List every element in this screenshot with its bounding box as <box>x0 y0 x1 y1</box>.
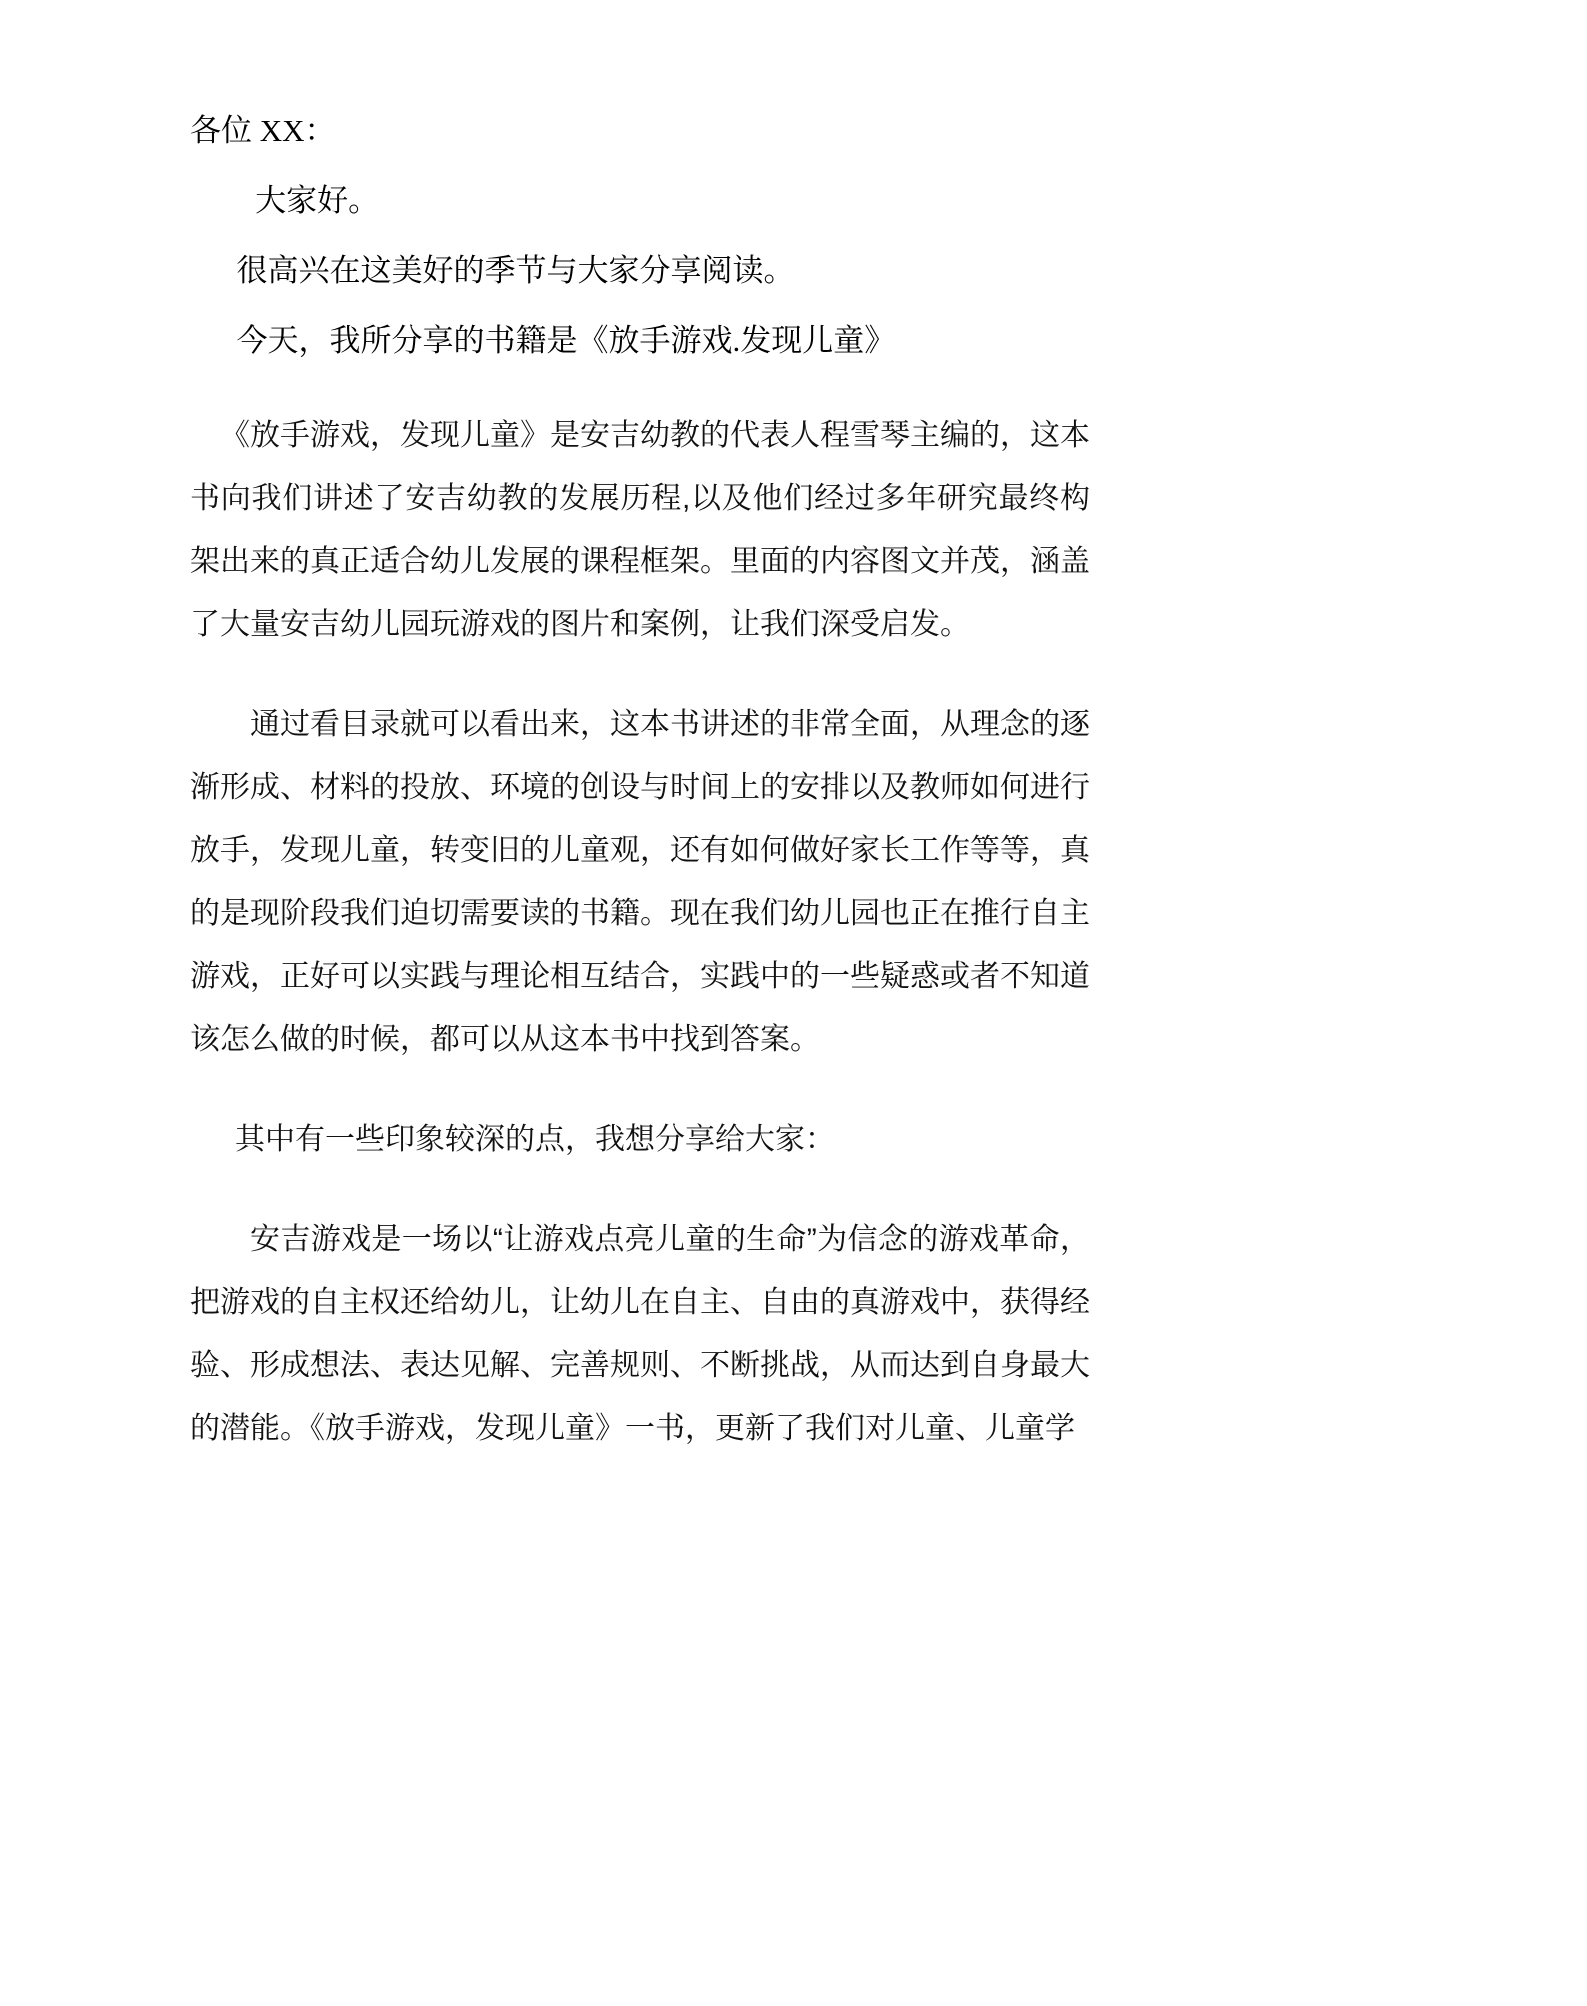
paragraph-contents-summary: 通过看目录就可以看出来，这本书讲述的非常全面，从理念的逐渐形成、材料的投放、环境的创设与时间上的安排以及教师如何进行放手，发现儿童，转变旧的儿童观，还有如何做好家长工作等等，真的是现阶段我们迫切需要读的书籍。现在我们幼儿园也正在推行自主游戏，正好可以实践与理论相互结合，实践中的一些疑惑或者不知道该怎么做的时候，都可以从这本书中找到答案。 <box>190 708 1090 1056</box>
opening-block <box>190 96 1090 376</box>
paragraph-book-overview: 《放手游戏，发现儿童》是安吉幼教的代表人程雪琴主编的，这本书向我们讲述了安吉幼教的发展历程,以及他们经过多年研究最终构架出来的真正适合幼儿发展的课程框架。里面的内容图文并茂，涵盖了大量安吉幼儿园玩游戏的图片和案例，让我们深受启发。 <box>190 419 1090 641</box>
salutation-line: 各位 XX： <box>190 113 336 148</box>
intro-line: 很高兴在这美好的季节与大家分享阅读。 <box>236 253 795 288</box>
document-content <box>190 96 1090 1460</box>
paragraph-share-intro: 其中有一些印象较深的点，我想分享给大家： <box>235 1123 835 1156</box>
book-announcement-line: 今天，我所分享的书籍是《放手游戏.发现儿童》 <box>236 323 896 358</box>
paragraph-anji-philosophy: 安吉游戏是一场以“让游戏点亮儿童的生命”为信念的游戏革命，把游戏的自主权还给幼儿，让幼儿在自主、自由的真游戏中，获得经验、形成想法、表达见解、完善规则、不断挑战，从而达到自身最大的潜能。《放手游戏，发现儿童》一书，更新了我们对儿童、儿童学 <box>190 1223 1090 1445</box>
greeting-line: 大家好。 <box>255 183 380 218</box>
